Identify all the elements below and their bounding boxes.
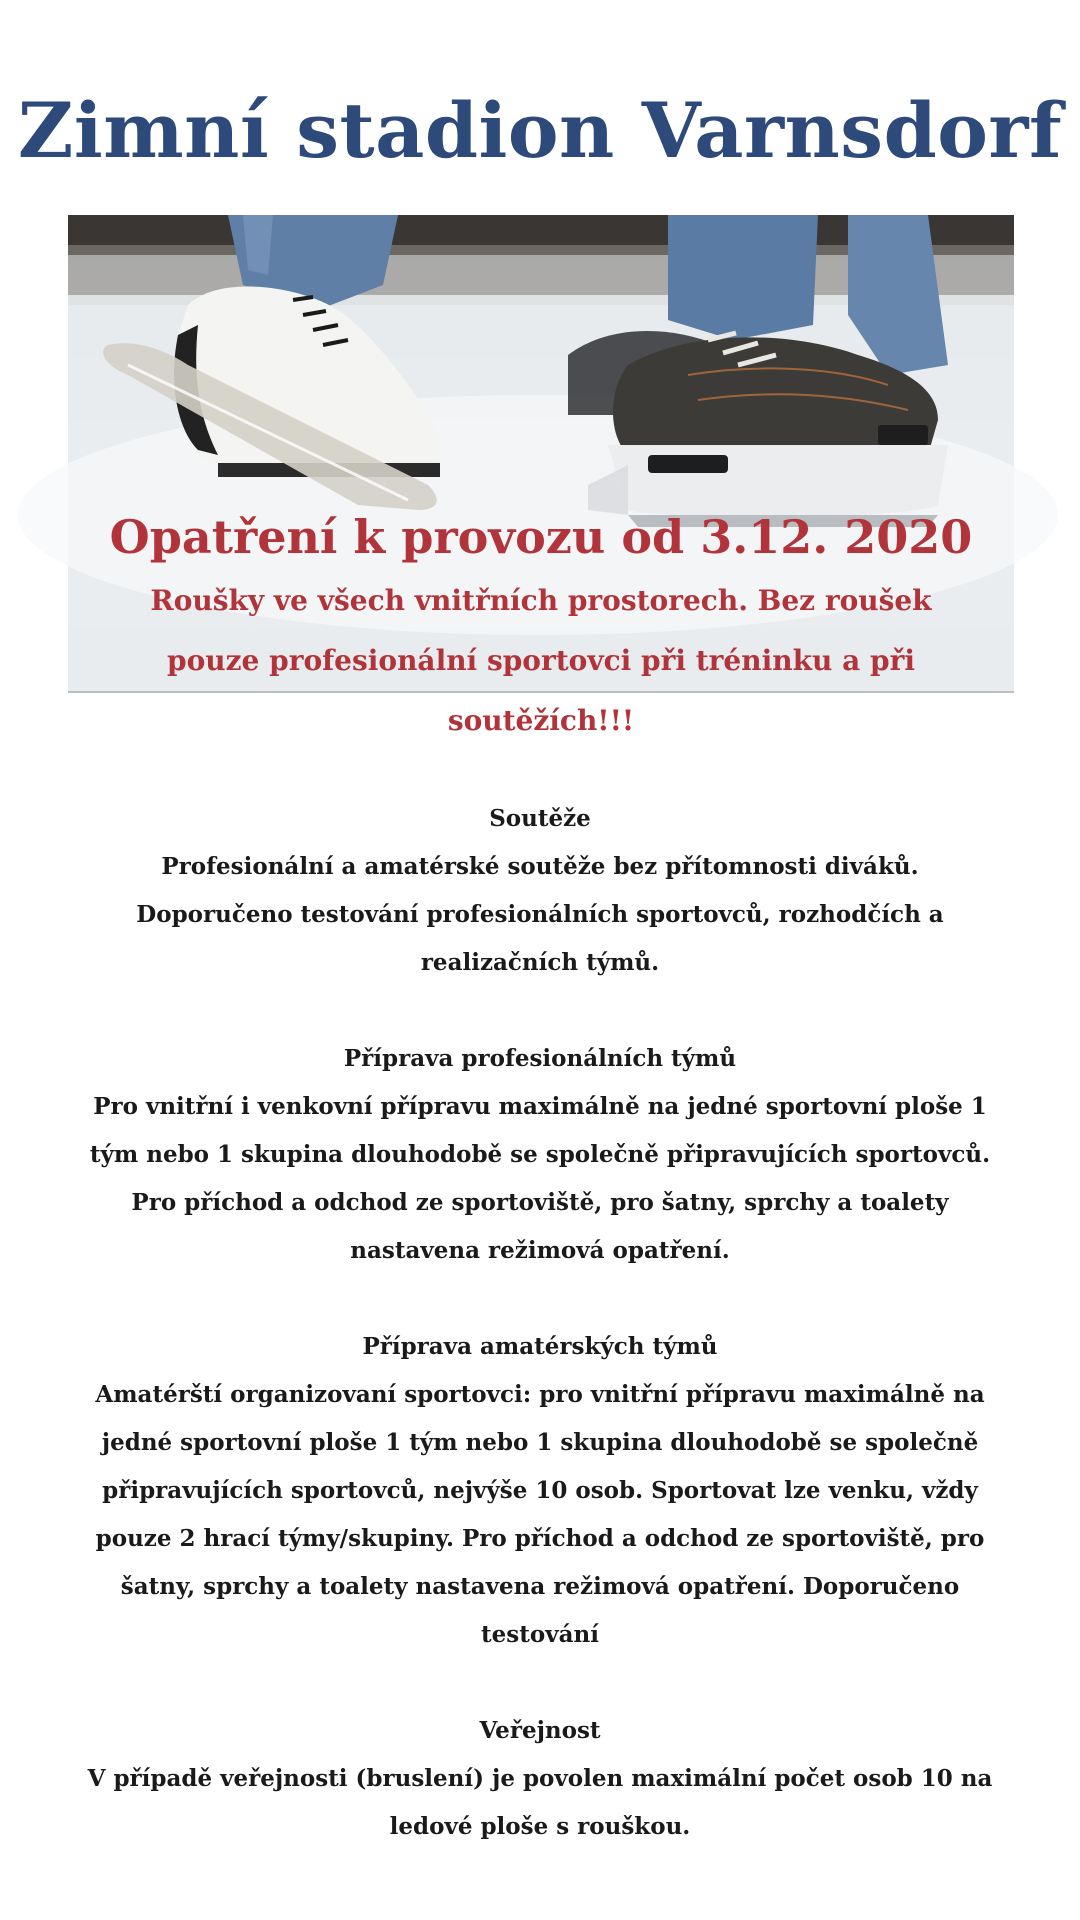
banner <box>68 215 1014 737</box>
notice-title: Opatření k provozu od 3.12. 2020 <box>109 510 973 564</box>
section-amateur-teams <box>80 1323 1000 1659</box>
notice-box <box>68 505 1014 751</box>
notice-text: Roušky ve všech vnitřních prostorech. Bez roušek pouze profesionální sportovci při tréninku a při soutěžích!!! <box>150 584 932 737</box>
section-text: Pro vnitřní i venkovní přípravu maximálně na jedné sportovní ploše 1 tým nebo 1 skupina dlouhodobě se společně připravujících sportovců. Pro příchod a odchod ze sportoviště, pro šatny, sprchy a toalety nastavena režimová opatření. <box>89 1093 991 1264</box>
section-public <box>80 1707 1000 1851</box>
section-pro-teams <box>80 1035 1000 1275</box>
main-content <box>80 795 1000 1899</box>
section-text: Amatérští organizovaní sportovci: pro vnitřní přípravu maximálně na jedné sportovní ploše 1 tým nebo 1 skupina dlouhodobě se společně připravujících sportovců, nejvýše 10 osob. Sportovat lze venku, vždy pouze 2 hrací týmy/skupiny. Pro příchod a odchod ze sportoviště, pro šatny, sprchy a toalety nastavena režimová opatření. Doporučeno testování <box>95 1381 985 1648</box>
page-title: Zimní stadion Varnsdorf <box>17 86 1063 175</box>
section-text: Profesionální a amatérské soutěže bez přítomnosti diváků. Doporučeno testování profesionálních sportovců, rozhodčích a realizačních týmů. <box>136 853 944 976</box>
section-heading: Příprava profesionálních týmů <box>343 1045 737 1072</box>
section-heading: Příprava amatérských týmů <box>362 1333 718 1360</box>
section-heading: Veřejnost <box>479 1717 601 1744</box>
section-text: V případě veřejnosti (bruslení) je povolen maximální počet osob 10 na ledové ploše s rouškou. <box>87 1765 993 1840</box>
section-competitions <box>80 795 1000 987</box>
section-heading: Soutěže <box>489 805 591 832</box>
